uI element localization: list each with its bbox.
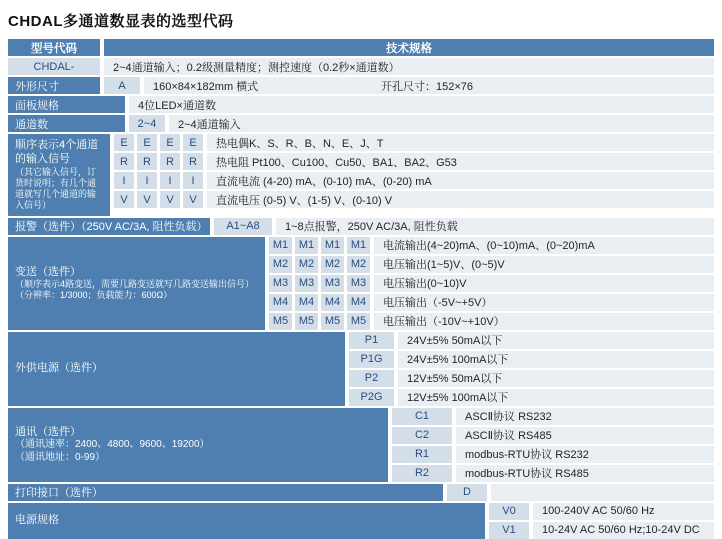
signal-code-cell: E xyxy=(137,134,157,151)
alarm-desc: 1~8点报警，250V AC/3A, 阻性负载 xyxy=(276,218,714,235)
transmit-row-m2 xyxy=(269,256,714,273)
signal-code-cell: V xyxy=(137,191,157,208)
header-model-code: 型号代码 xyxy=(8,39,100,56)
panel-desc: 4位LED×通道数 xyxy=(129,96,714,113)
ext-power-row-p2g xyxy=(349,389,714,406)
panel-label: 面板规格 xyxy=(8,96,125,113)
communication-rows xyxy=(392,408,714,482)
transmit-label-line3: （分辨率：1/3000；负载能力：600Ω） xyxy=(15,290,173,301)
signal-desc: 热电偶K、S、R、B、N、E、J、T xyxy=(207,134,714,151)
transmit-desc: 电压输出（-5V~+5V） xyxy=(374,294,714,311)
supply-desc: 10-24V AC 50/60 Hz;10-24V DC xyxy=(533,522,714,539)
ext-power-row-p1 xyxy=(349,332,714,349)
communication-label xyxy=(8,408,388,482)
comm-code-cell: R1 xyxy=(392,446,452,463)
signal-row-thermocouple xyxy=(114,134,714,151)
ext-power-row-p1g xyxy=(349,351,714,368)
communication-section xyxy=(8,408,714,482)
alarm-label: 报警（选件）（250V AC/3A, 阻性负载） xyxy=(8,218,210,235)
signal-code-cell: V xyxy=(160,191,180,208)
power-supply-label-text: 电源规格 xyxy=(15,514,59,527)
ext-power-desc: 24V±5% 100mA以下 xyxy=(398,351,714,368)
signal-code-cell: R xyxy=(183,153,203,170)
signal-row-dc-current xyxy=(114,172,714,189)
transmit-code-cell: M1 xyxy=(347,237,370,254)
transmit-code-cell: M1 xyxy=(321,237,344,254)
comm-code-cell: R2 xyxy=(392,465,452,482)
print-interface-desc xyxy=(491,484,714,501)
signal-code-cell: I xyxy=(183,172,203,189)
transmit-desc: 电流输出(4~20)mA、(0~10)mA、(0~20)mA xyxy=(374,237,714,254)
transmit-code-cell: M4 xyxy=(321,294,344,311)
power-supply-section xyxy=(8,503,714,539)
signal-desc: 热电阻 Pt100、Cu100、Cu50、BA1、BA2、G53 xyxy=(207,153,714,170)
transmit-code-cell: M1 xyxy=(269,237,292,254)
transmit-section xyxy=(8,237,714,330)
transmit-code-cell: M4 xyxy=(347,294,370,311)
comm-code-cell: C1 xyxy=(392,408,452,425)
print-interface-code-cell: D xyxy=(447,484,487,501)
print-interface-row xyxy=(8,484,714,501)
ext-power-row-p2 xyxy=(349,370,714,387)
transmit-rows xyxy=(269,237,714,330)
transmit-code-cell: M2 xyxy=(295,256,318,273)
comm-row-r1 xyxy=(392,446,714,463)
print-interface-label: 打印接口（选件） xyxy=(8,484,443,501)
external-power-section xyxy=(8,332,714,406)
signal-row-dc-voltage xyxy=(114,191,714,208)
external-power-rows xyxy=(349,332,714,406)
signal-code-cell: R xyxy=(160,153,180,170)
transmit-row-m3 xyxy=(269,275,714,292)
transmit-code-cell: M5 xyxy=(347,313,370,330)
ext-power-desc: 12V±5% 50mA以下 xyxy=(398,370,714,387)
dimensions-row xyxy=(8,77,714,94)
comm-desc: ASCⅡ协议 RS485 xyxy=(456,427,714,444)
dimensions-label: 外形尺寸 xyxy=(8,77,100,94)
supply-code-cell: V0 xyxy=(489,503,529,520)
transmit-code-cell: M2 xyxy=(321,256,344,273)
supply-desc: 100-240V AC 50/60 Hz xyxy=(533,503,714,520)
channels-row xyxy=(8,115,714,132)
transmit-label-line2: （顺序表示4路变送，需要几路变送就写几路变送输出信号） xyxy=(15,278,255,289)
dimensions-size-text: 160×84×182mm 横式 xyxy=(153,80,259,93)
signal-code-cell: E xyxy=(160,134,180,151)
external-power-label-text: 外供电源（选件） xyxy=(15,362,103,375)
comm-desc: modbus-RTU协议 RS485 xyxy=(456,465,714,482)
ext-power-desc: 12V±5% 100mA以下 xyxy=(398,389,714,406)
signal-desc: 直流电流 (4-20) mA、(0-10) mA、(0-20) mA xyxy=(207,172,714,189)
transmit-row-m5 xyxy=(269,313,714,330)
supply-code-cell: V1 xyxy=(489,522,529,539)
page-title: CHDAL多通道数显表的选型代码 xyxy=(8,13,234,30)
signal-code-cell: V xyxy=(114,191,134,208)
ext-power-code-cell: P1G xyxy=(349,351,394,368)
input-signal-section xyxy=(8,134,714,216)
signal-code-cell: E xyxy=(183,134,203,151)
transmit-label-line1: 变送（选件） xyxy=(15,265,81,278)
transmit-label xyxy=(8,237,265,330)
transmit-code-cell: M5 xyxy=(295,313,318,330)
transmit-row-m1 xyxy=(269,237,714,254)
comm-desc: ASCⅡ协议 RS232 xyxy=(456,408,714,425)
input-signal-label xyxy=(8,134,110,216)
transmit-code-cell: M4 xyxy=(295,294,318,311)
channels-label: 通道数 xyxy=(8,115,125,132)
model-row xyxy=(8,58,714,75)
panel-row xyxy=(8,96,714,113)
comm-label-line2: （通讯速率：2400、4800、9600、19200） xyxy=(15,439,210,451)
dimensions-cutout-text: 开孔尺寸：152×76 xyxy=(381,80,474,93)
transmit-code-cell: M5 xyxy=(269,313,292,330)
transmit-code-cell: M3 xyxy=(347,275,370,292)
transmit-code-cell: M4 xyxy=(269,294,292,311)
channels-code-cell: 2~4 xyxy=(129,115,165,132)
transmit-code-cell: M3 xyxy=(321,275,344,292)
signal-code-cell: I xyxy=(114,172,134,189)
header-tech-spec: 技术规格 xyxy=(104,39,714,56)
table-header-row xyxy=(8,39,714,56)
comm-row-c1 xyxy=(392,408,714,425)
model-code-cell: CHDAL- xyxy=(8,58,100,75)
transmit-desc: 电压输出（-10V~+10V） xyxy=(374,313,714,330)
signal-code-cell: I xyxy=(160,172,180,189)
signal-code-cell: V xyxy=(183,191,203,208)
input-signal-rows xyxy=(114,134,714,216)
supply-row-v0 xyxy=(489,503,714,520)
external-power-label xyxy=(8,332,345,406)
ext-power-code-cell: P1 xyxy=(349,332,394,349)
ext-power-code-cell: P2G xyxy=(349,389,394,406)
transmit-code-cell: M3 xyxy=(295,275,318,292)
comm-row-r2 xyxy=(392,465,714,482)
ext-power-code-cell: P2 xyxy=(349,370,394,387)
comm-code-cell: C2 xyxy=(392,427,452,444)
supply-row-v1 xyxy=(489,522,714,539)
ext-power-desc: 24V±5% 50mA以下 xyxy=(398,332,714,349)
comm-label-line3: （通讯地址：0-99） xyxy=(15,451,106,463)
input-signal-label-line1: 顺序表示4个通道 xyxy=(15,139,99,151)
channels-desc: 2~4通道输入 xyxy=(169,115,714,132)
comm-desc: modbus-RTU协议 RS232 xyxy=(456,446,714,463)
transmit-code-cell: M2 xyxy=(347,256,370,273)
transmit-desc: 电压输出(1~5)V、(0~5)V xyxy=(374,256,714,273)
transmit-code-cell: M2 xyxy=(269,256,292,273)
input-signal-label-note: （其它输入信号，订货时说明；有几个通道就写几个通道的输入信号） xyxy=(15,166,97,211)
signal-code-cell: R xyxy=(137,153,157,170)
alarm-row xyxy=(8,218,714,235)
dimensions-desc xyxy=(144,77,714,94)
transmit-code-cell: M1 xyxy=(295,237,318,254)
power-supply-rows xyxy=(489,503,714,539)
signal-desc: 直流电压 (0-5) V、(1-5) V、(0-10) V xyxy=(207,191,714,208)
alarm-code-cell: A1~A8 xyxy=(214,218,272,235)
signal-row-rtd xyxy=(114,153,714,170)
power-supply-label xyxy=(8,503,485,539)
signal-code-cell: R xyxy=(114,153,134,170)
signal-code-cell: E xyxy=(114,134,134,151)
comm-label-line1: 通讯（选件） xyxy=(15,425,81,438)
dimensions-code-cell: A xyxy=(104,77,140,94)
transmit-desc: 电压输出(0~10)V xyxy=(374,275,714,292)
transmit-row-m4 xyxy=(269,294,714,311)
model-desc: 2~4通道输入；0.2级测量精度；测控速度（0.2秒×通道数） xyxy=(104,58,714,75)
input-signal-label-line2: 的输入信号 xyxy=(15,153,70,166)
selection-code-table xyxy=(8,39,714,539)
signal-code-cell: I xyxy=(137,172,157,189)
comm-row-c2 xyxy=(392,427,714,444)
transmit-code-cell: M3 xyxy=(269,275,292,292)
transmit-code-cell: M5 xyxy=(321,313,344,330)
